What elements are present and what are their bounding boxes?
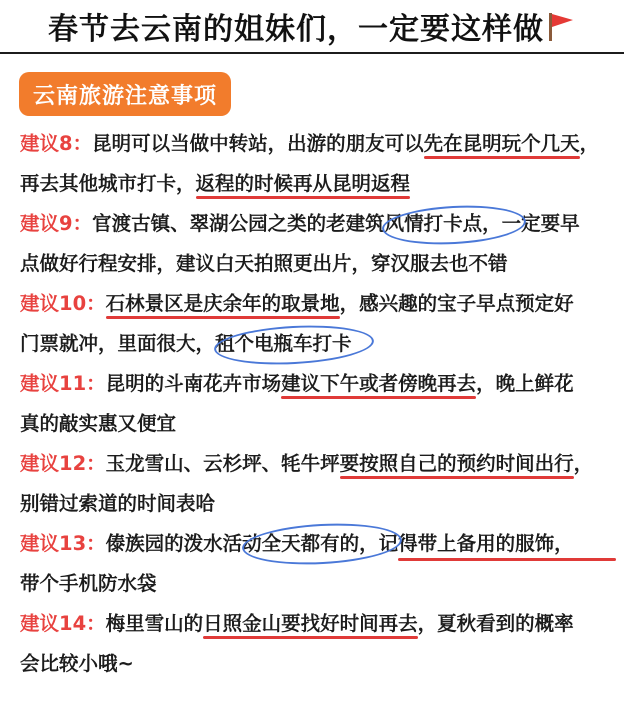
tip-13: 建议13：傣族园的泼水活动全天都有的，记得带上备用的服饰， 带个手机防水袋	[20, 524, 620, 604]
section-tag	[19, 72, 231, 116]
tip-14: 建议14：梅里雪山的日照金山要找好时间再去，夏秋看到的概率 会比较小哦~	[20, 612, 574, 675]
highlighted-text: 先在昆明玩个几天	[423, 132, 580, 155]
highlighted-text: 返程的时候再从昆明返程	[195, 172, 411, 195]
tip-8: 建议8：昆明可以当做中转站，出游的朋友可以先在昆明玩个几天， 再去其他城市打卡，返程的时候再从昆明返程	[20, 132, 600, 195]
tip-11: 建议11：昆明的斗南花卉市场建议下午或者傍晚再去，晚上鲜花 真的敲实惠又便宜	[20, 372, 574, 435]
tip-label: 建议8：	[20, 132, 93, 155]
tips-list	[20, 124, 620, 684]
tip-label: 建议11：	[20, 372, 106, 395]
highlighted-text: 石林景区是庆余年的取景地	[105, 292, 340, 315]
circled-text: 活动全天都有的	[222, 532, 360, 555]
tip-label: 建议14：	[20, 612, 106, 635]
circled-text: 筑风情打卡点	[365, 212, 483, 235]
tip-10: 建议10：石林景区是庆余年的取景地，感兴趣的宝子早点预定好 门票就冲，里面很大，租个电瓶车打卡	[20, 284, 620, 364]
circled-text: 租个电瓶车打卡	[215, 332, 352, 355]
tip-label: 建议13：	[20, 532, 106, 555]
red-flag-icon	[546, 11, 576, 43]
tip-label: 建议12：	[20, 452, 106, 475]
tip-label: 建议10：	[20, 292, 106, 315]
red-underline-mark	[398, 558, 616, 561]
title-bar	[0, 0, 624, 54]
highlighted-text: 建议下午或者傍晚再去	[281, 372, 477, 395]
tip-9: 建议9：官渡古镇、翠湖公园之类的老建筑风情打卡点，一定要早 点做好行程安排，建议白天拍照更出片，穿汉服去也不错	[20, 204, 620, 284]
tip-12: 建议12：玉龙雪山、云杉坪、牦牛坪要按照自己的预约时间出行， 别错过索道的时间表哈	[20, 452, 594, 515]
highlighted-text: 日照金山要找好时间再去	[203, 612, 418, 635]
section-tag-label: 云南旅游注意事项	[33, 83, 218, 109]
page-title: 春节去云南的姐妹们，一定要这样做	[48, 4, 576, 48]
highlighted-text: 要按照自己的预约时间出行	[339, 452, 574, 475]
tip-label: 建议9：	[20, 212, 93, 235]
